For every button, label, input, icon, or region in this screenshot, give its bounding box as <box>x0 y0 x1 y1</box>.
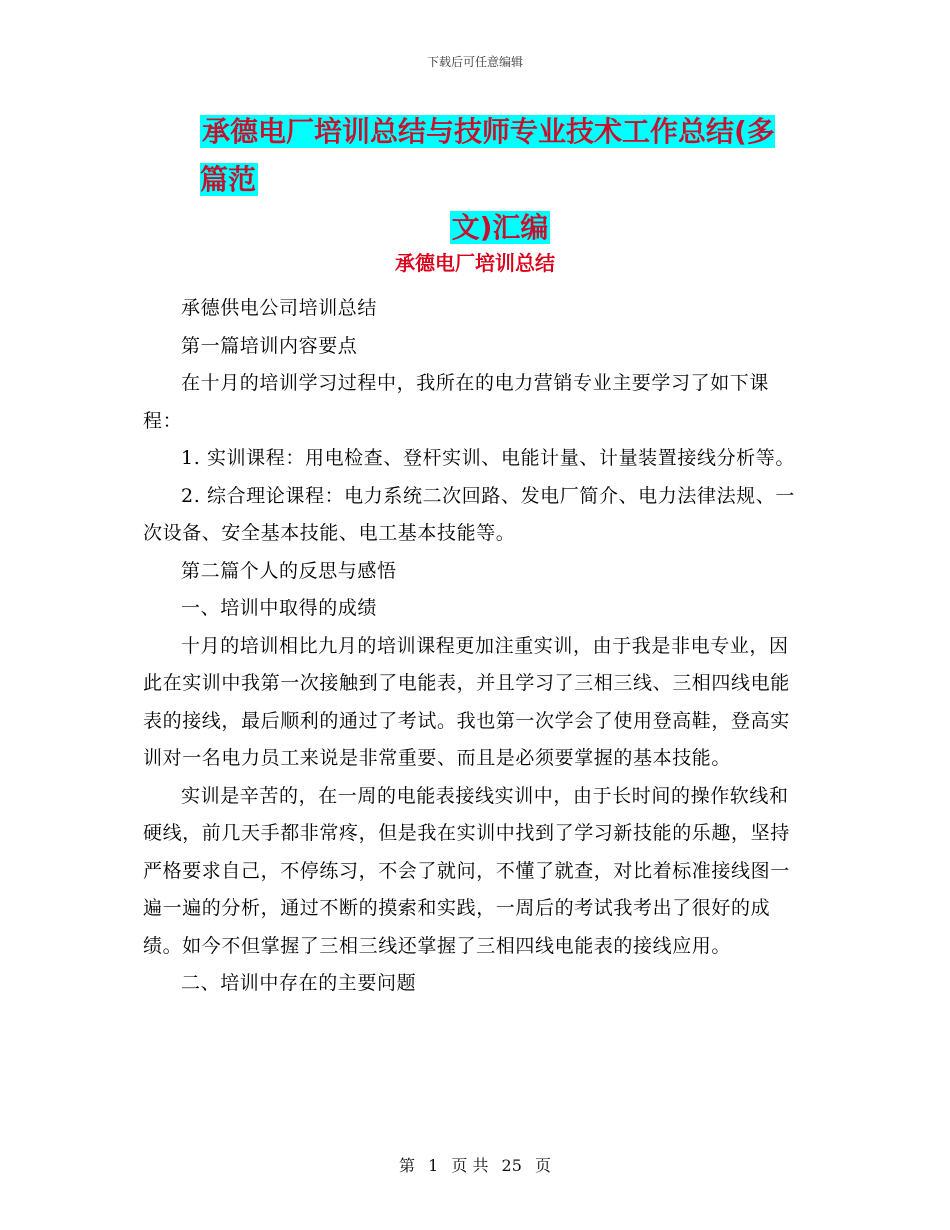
paragraph: 实训是辛苦的，在一周的电能表接线实训中，由于长时间的操作软线和硬线，前几天手都非常疼，但是我在实训中找到了学习新技能的乐趣，坚持严格要求自己，不停练习，不会了就问，不懂了就查，对比着标准接线图一遍一遍的分析，通过不断的摸索和实践，一周后的考试我考出了很好的成绩。如今不但掌握了三相三线还掌握了三相四线电能表的接线应用。 <box>143 784 790 957</box>
section-title: 承德电厂培训总结 <box>395 251 555 275</box>
paragraph: 第一篇培训内容要点 <box>181 334 358 357</box>
page-suffix: 页 <box>535 1156 552 1175</box>
page-footer <box>0 1153 950 1176</box>
title-line-2: 文)汇编 <box>451 211 549 244</box>
page-total: 25 <box>501 1156 522 1175</box>
page-current: 1 <box>428 1156 439 1175</box>
paragraph: 第二篇个人的反思与感悟 <box>181 559 397 582</box>
page-prefix: 第 <box>398 1156 415 1175</box>
paragraph: 在十月的培训学习过程中，我所在的电力营销专业主要学习了如下课程： <box>143 372 770 432</box>
paragraph: 二、培训中存在的主要问题 <box>181 972 417 994</box>
paragraph: 2. 综合理论课程：电力系统二次回路、发电厂简介、电力法律法规、一次设备、安全基本技能、电工基本技能等。 <box>143 484 795 544</box>
document-body <box>143 290 808 1003</box>
paragraph: 承德供电公司培训总结 <box>181 297 378 319</box>
paragraph: 1. 实训课程：用电检查、登杆实训、电能计量、计量装置接线分析等。 <box>181 447 795 469</box>
paragraph: 十月的培训相比九月的培训课程更加注重实训，由于我是非电专业，因此在实训中我第一次接触到了电能表，并且学习了三相三线、三相四线电能表的接线，最后顺利的通过了考试。我也第一次学会了使用登高鞋，登高实训对一名电力员工来说是非常重要、而且是必须要掌握的基本技能。 <box>143 634 790 769</box>
document-title <box>200 108 800 252</box>
page-mid: 页 共 <box>451 1156 489 1175</box>
header-note: 下载后可任意编辑 <box>426 55 523 69</box>
paragraph: 一、培训中取得的成绩 <box>181 597 378 619</box>
title-line-1: 承德电厂培训总结与技师专业技术工作总结(多篇范 <box>200 115 775 196</box>
